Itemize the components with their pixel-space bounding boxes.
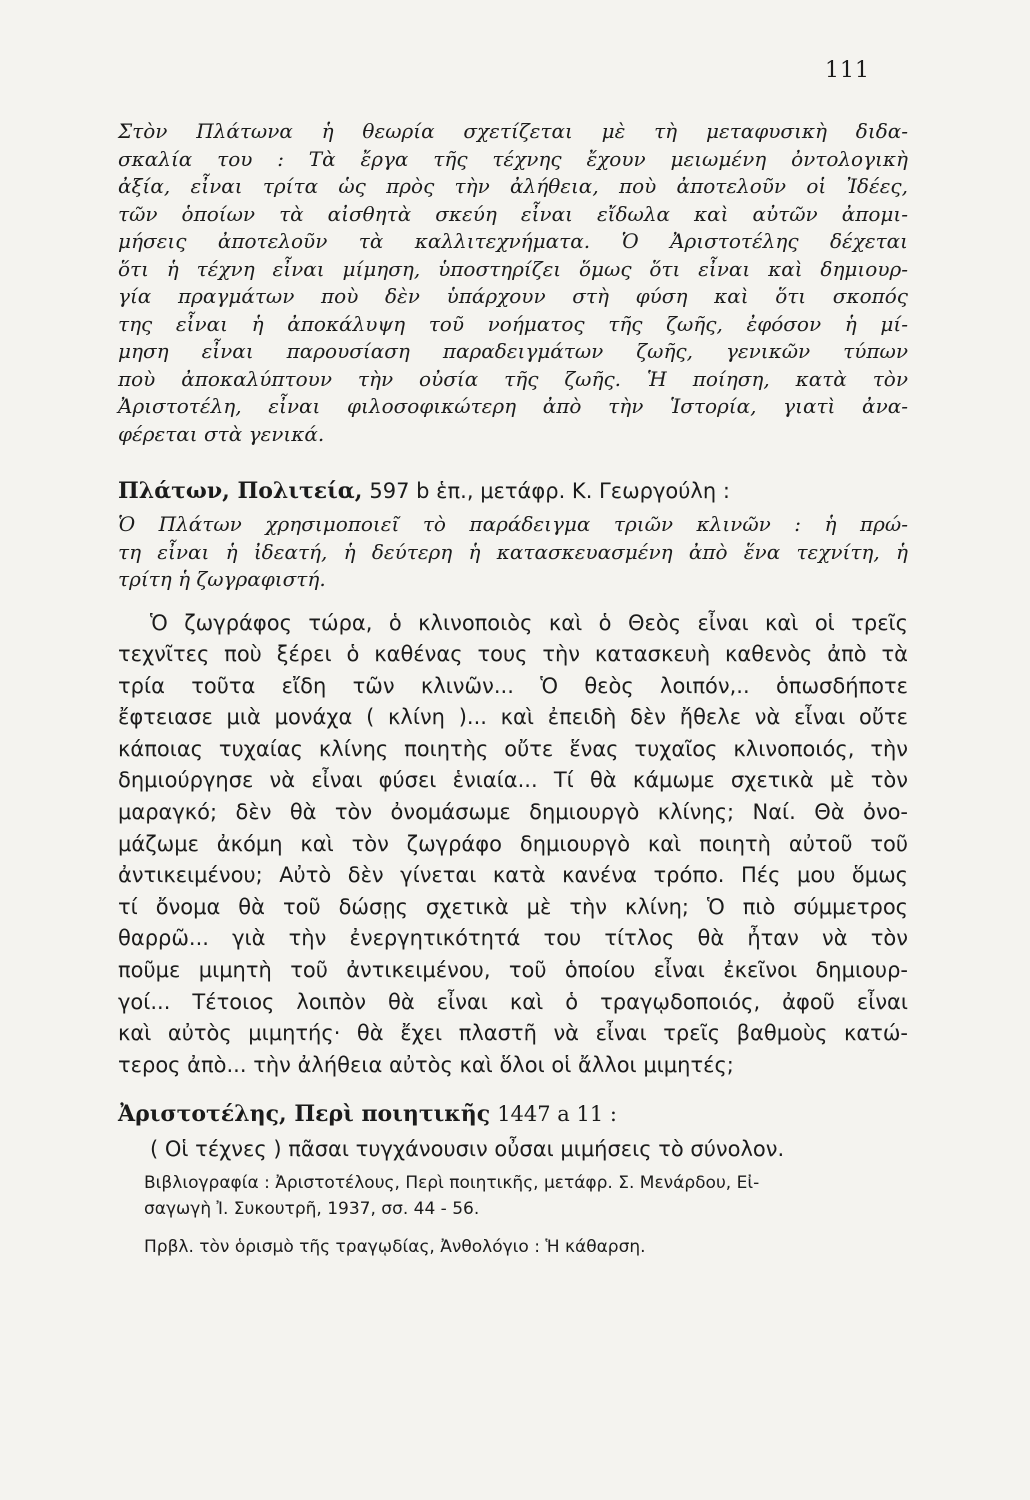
intro-line: γία πραγμάτων ποὺ δὲν ὑπάρχουν στὴ φύση καὶ ὅτι σκοπός bbox=[118, 284, 908, 308]
intro-line: ἀξία, εἶναι τρίτα ὡς πρὸς τὴν ἀλήθεια, ποὺ ἀποτελοῦν οἱ Ἰδέες, bbox=[118, 174, 908, 198]
plato-quote-line: δημιούργησε νὰ εἶναι φύσει ἑνιαία... Τί θὰ κάμωμε σχετικὰ μὲ τὸν bbox=[118, 768, 908, 793]
page-number: 111 bbox=[825, 58, 870, 83]
plato-quote-line: ἔφτειασε μιὰ μονάχα ( κλίνη )... καὶ ἐπειδὴ δὲν ἤθελε νὰ εἶναι οὔτε bbox=[118, 705, 908, 730]
plato-quote-line: καὶ αὐτὸς μιμητής· θὰ ἔχει πλαστῆ νὰ εἶναι τρεῖς βαθμοὺς κατώ- bbox=[118, 1021, 908, 1046]
bibliography-line: σαγωγὴ Ἰ. Συκουτρῆ, 1937, σσ. 44 - 56. bbox=[144, 1199, 480, 1219]
bibliography bbox=[118, 1170, 908, 1222]
plato-reference: 597 b ἑπ., μετάφρ. Κ. Γεωργούλη : bbox=[369, 479, 730, 503]
intro-paragraph bbox=[118, 118, 908, 448]
compare-note bbox=[118, 1234, 908, 1260]
intro-line: Ἀριστοτέλη, εἶναι φιλοσοφικώτερη ἀπὸ τὴν Ἱστορία, γιατὶ ἀνα- bbox=[118, 394, 908, 418]
aristotle-source-heading bbox=[118, 1099, 908, 1130]
intro-line: σκαλία του : Τὰ ἔργα τῆς τέχνης ἔχουν μειωμένη ὀντολογικὴ bbox=[118, 146, 908, 171]
plato-quote-line: μαραγκό; δὲν θὰ τὸν ὀνομάσωμε δημιουργὸ κλίνης; Ναί. Θὰ ὀνο- bbox=[118, 800, 908, 825]
intro-line: μηση εἶναι παρουσίαση παραδειγμάτων ζωῆς, γενικῶν τύπων bbox=[118, 339, 908, 363]
intro-line: φέρεται στὰ γενικά. bbox=[118, 421, 325, 446]
bibliography-line: Βιβλιογραφία : Ἀριστοτέλους, Περὶ ποιητικῆς, μετάφρ. Σ. Μενάρδου, Εἰ- bbox=[144, 1173, 760, 1193]
plato-quote-line: γοί... Τέτοιος λοιπὸν θὰ εἶναι καὶ ὁ τραγῳδοποιός, ἀφοῦ εἶναι bbox=[118, 989, 908, 1014]
plato-quote-line: ποῦμε μιμητὴ τοῦ ἀντικειμένου, τοῦ ὁποίου εἶναι ἐκεῖνοι δημιουρ- bbox=[118, 958, 908, 983]
intro-line: ὅτι ἡ τέχνη εἶναι μίμηση, ὑποστηρίζει ὅμως ὅτι εἶναι καὶ δημιουρ- bbox=[118, 256, 908, 281]
plato-quote-line: τρία τοῦτα εἴδη τῶν κλινῶν... Ὁ θεὸς λοιπόν,.. ὁπωσδήποτε bbox=[118, 673, 908, 698]
plato-quote-line: τί ὄνομα θὰ τοῦ δώσῃς σχετικὰ μὲ τὴν κλίνη; Ὁ πιὸ σύμμετρος bbox=[118, 894, 908, 919]
plato-note bbox=[118, 511, 908, 594]
intro-line: της εἶναι ἡ ἀποκάλυψη τοῦ νοήματος τῆς ζωῆς, ἐφόσον ἡ μί- bbox=[118, 311, 908, 336]
intro-line: ποὺ ἀποκαλύπτουν τὴν οὐσία τῆς ζωῆς. Ἡ ποίηση, κατὰ τὸν bbox=[118, 366, 908, 391]
intro-line: τῶν ὁποίων τὰ αἰσθητὰ σκεύη εἶναι εἴδωλα καὶ αὐτῶν ἀπομι- bbox=[118, 201, 908, 226]
plato-quote-line: ἀντικειμένου; Αὐτὸ δὲν γίνεται κατὰ κανένα τρόπο. Πές μου ὅμως bbox=[118, 863, 908, 888]
plato-note-line: τη εἶναι ἡ ἰδεατή, ἡ δεύτερη ἡ κατασκευασμένη ἀπὸ ἕνα τεχνίτη, ἡ bbox=[118, 539, 908, 564]
plato-author-work: Πλάτων, Πολιτεία, bbox=[118, 478, 363, 504]
plato-quote-line: κάποιας τυχαίας κλίνης ποιητὴς οὔτε ἕνας τυχαῖος κλινοποιός, τὴν bbox=[118, 736, 908, 761]
page-body bbox=[118, 118, 908, 1260]
plato-quote-line: τερος ἀπὸ... τὴν ἀλήθεια αὐτὸς καὶ ὅλοι οἱ ἄλλοι μιμητές; bbox=[118, 1052, 734, 1077]
aristotle-author-work: Ἀριστοτέλης, Περὶ ποιητικῆς bbox=[118, 1101, 491, 1128]
aristotle-quote bbox=[118, 1134, 908, 1166]
plato-source-heading bbox=[118, 476, 908, 507]
plato-quote-line: τεχνῖτες ποὺ ξέρει ὁ καθένας τους τὴν κατασκευὴ καθενὸς ἀπὸ τὰ bbox=[118, 642, 908, 667]
plato-quote-line: θαρρῶ... γιὰ τὴν ἐνεργητικότητά του τίτλος θὰ ἦταν νὰ τὸν bbox=[118, 926, 908, 951]
plato-quote bbox=[118, 608, 908, 1082]
plato-quote-line: μάζωμε ἀκόμη καὶ τὸν ζωγράφο δημιουργὸ καὶ ποιητὴ αὐτοῦ τοῦ bbox=[118, 831, 908, 856]
compare-note-line: Πρβλ. τὸν ὁρισμὸ τῆς τραγῳδίας, Ἀνθολόγιο : Ἡ κάθαρση. bbox=[144, 1237, 646, 1257]
aristotle-quote-line: ( Οἱ τέχνες ) πᾶσαι τυγχάνουσιν οὖσαι μιμήσεις τὸ σύνολον. bbox=[150, 1137, 785, 1162]
intro-line: μήσεις ἀποτελοῦν τὰ καλλιτεχνήματα. Ὁ Ἀριστοτέλης δέχεται bbox=[118, 229, 908, 253]
plato-note-line: τρίτη ἡ ζωγραφιστή. bbox=[118, 567, 326, 591]
intro-line: Στὸν Πλάτωνα ἡ θεωρία σχετίζεται μὲ τὴ μεταφυσικὴ διδα- bbox=[118, 119, 908, 143]
plato-note-line: Ὁ Πλάτων χρησιμοποιεῖ τὸ παράδειγμα τριῶν κλινῶν : ἡ πρώ- bbox=[118, 512, 908, 536]
aristotle-reference: 1447 a 11 : bbox=[497, 1102, 617, 1127]
plato-quote-line: Ὁ ζωγράφος τώρα, ὁ κλινοποιὸς καὶ ὁ Θεὸς εἶναι καὶ οἱ τρεῖς bbox=[150, 610, 908, 635]
